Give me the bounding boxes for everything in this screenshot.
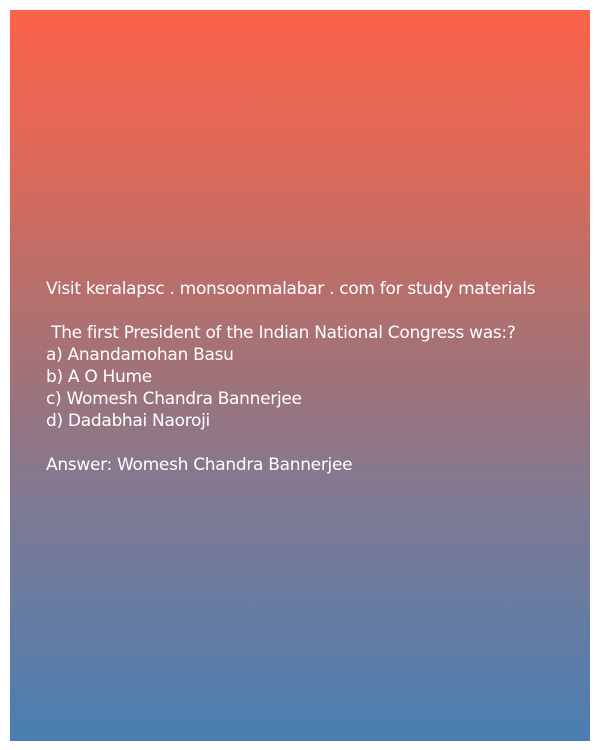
option-d: d) Dadabhai Naoroji bbox=[46, 411, 210, 431]
promo-text: Visit keralapsc . monsoonmalabar . com for study materials bbox=[46, 279, 536, 299]
option-c: c) Womesh Chandra Bannerjee bbox=[46, 389, 302, 409]
quiz-card bbox=[10, 10, 590, 741]
option-b: b) A O Hume bbox=[46, 367, 152, 387]
quiz-content bbox=[46, 278, 576, 476]
question-text: The first President of the Indian National Congress was:? bbox=[46, 323, 516, 343]
spacer bbox=[46, 300, 576, 322]
spacer bbox=[46, 432, 576, 454]
answer-text: Answer: Womesh Chandra Bannerjee bbox=[46, 455, 353, 475]
option-a: a) Anandamohan Basu bbox=[46, 345, 234, 365]
